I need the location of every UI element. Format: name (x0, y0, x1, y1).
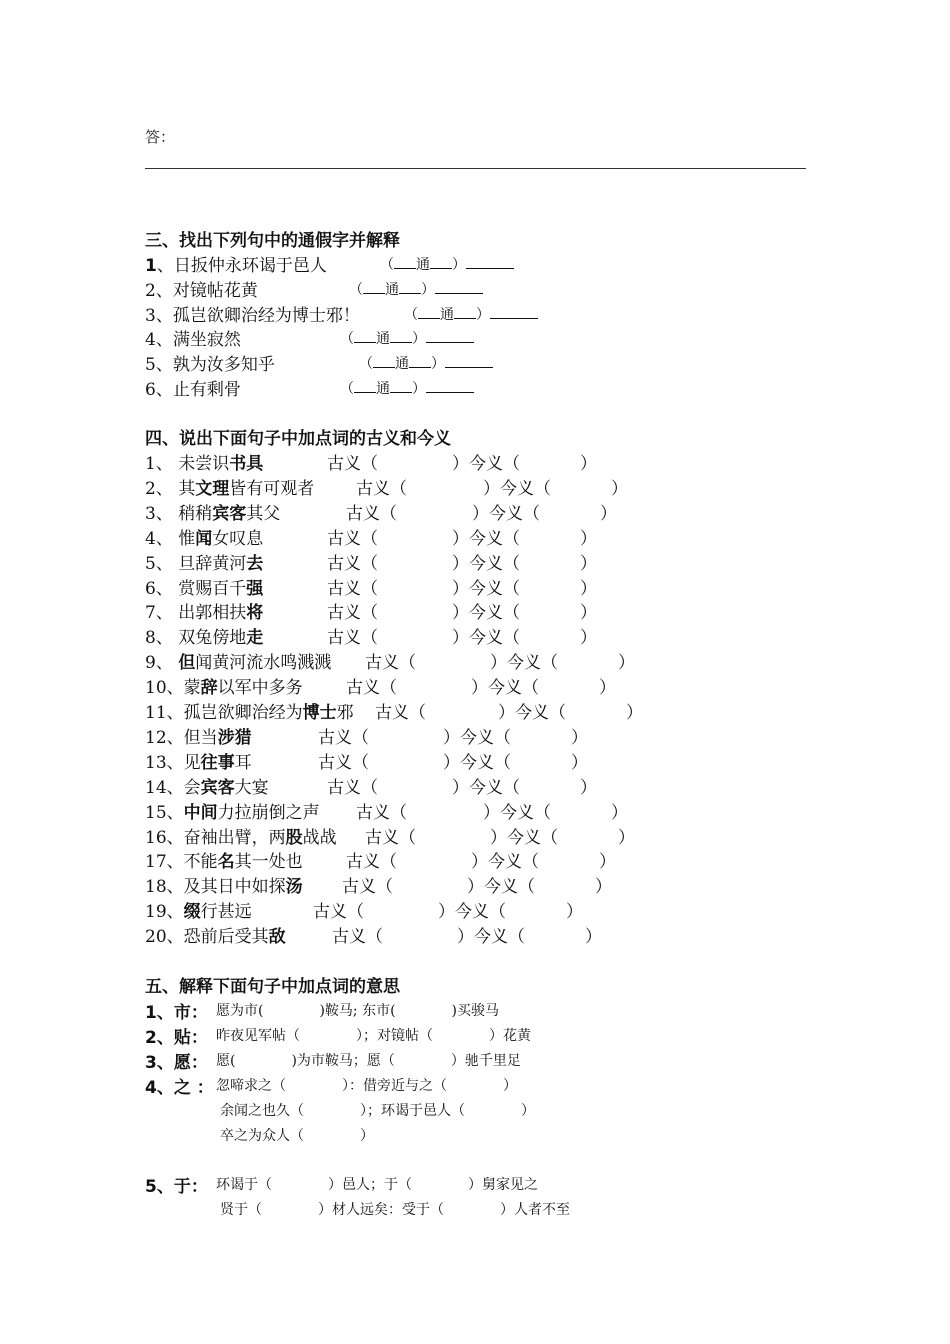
s3-close-paren: ） (431, 356, 445, 373)
s4-gu-label: 古义（ (375, 703, 426, 723)
s5-item-line: 愿( )为市鞍马；愿（ ）驰千里足 (216, 1053, 521, 1069)
s4-gu-label: 古义（ (327, 553, 378, 574)
s3-open-paren: （ (359, 356, 373, 373)
s4-close-paren: ） (571, 752, 588, 773)
s5-item-label: 5、于： (145, 1177, 208, 1197)
s5-item-line: 愿为市( )鞍马; 东市( )买骏马 (216, 1003, 500, 1019)
s4-item-keyword: 敌 (268, 927, 286, 948)
s3-answer-blanks (340, 328, 474, 348)
s4-item-number: 7、 (145, 603, 179, 624)
s3-item-text (145, 251, 327, 276)
s4-close-paren: ） (571, 727, 588, 748)
s4-item-number: 2、 (145, 478, 179, 499)
s3-open-paren: （ (340, 331, 354, 348)
s4-gu-label: 古义（ (327, 603, 378, 624)
s3-blank-variant (454, 304, 476, 319)
s4-gu-label: 古义（ (318, 727, 369, 748)
s3-blank-variant (430, 254, 452, 269)
s4-item-pre: 奋袖出臂，两 (183, 827, 286, 848)
s3-tong-word: 通 (385, 281, 399, 298)
s4-jin-label: ）今义（ (443, 727, 511, 748)
s5-item-line: 忽啼求之（ ）：借旁近与之（ ） (216, 1078, 517, 1094)
s3-close-paren: ） (412, 381, 426, 397)
s4-item-pre: 未尝识 (178, 454, 230, 474)
s3-blank-original (354, 378, 376, 393)
s5-item-label: 4、之 ： (145, 1078, 214, 1098)
s4-jin-label: ）今义（ (498, 703, 566, 723)
s4-item-keyword: 但 (178, 653, 196, 674)
s4-close-paren: ） (600, 503, 617, 524)
s4-close-paren: ） (599, 678, 616, 699)
s3-answer-blanks (404, 304, 538, 324)
s4-jin-label: ）今义（ (483, 802, 551, 823)
s4-item-text (145, 698, 354, 723)
s4-item-keyword: 博士 (302, 703, 337, 723)
s4-item-keyword: 去 (246, 553, 264, 574)
s3-item-number: 1 (145, 256, 157, 276)
s3-close-paren: ） (421, 281, 435, 298)
s4-item-text (145, 598, 263, 623)
s4-gu-label: 古义（ (313, 902, 364, 923)
s4-item-pre: 但当 (183, 727, 218, 748)
s4-jin-label: ）今义（ (443, 752, 511, 773)
s4-close-paren: ） (611, 478, 628, 499)
s3-blank-original (418, 304, 440, 319)
s4-close-paren: ） (618, 827, 635, 848)
s4-item-pre: 孤岂欲卿治经为 (183, 703, 303, 723)
s4-item-post: 战战 (302, 827, 337, 848)
s4-item-number: 9、 (145, 653, 179, 674)
s4-jin-label: ）今义（ (452, 578, 520, 599)
s4-item-keyword: 书具 (229, 454, 264, 474)
s3-blank-original (363, 279, 385, 294)
s4-item-keyword: 强 (246, 578, 264, 599)
s4-item-number: 20、 (145, 927, 184, 948)
s3-blank-meaning (466, 254, 514, 269)
s4-jin-label: ）今义（ (452, 553, 520, 574)
s4-item-post: 邪 (336, 703, 354, 723)
s4-jin-label: ）今义（ (490, 653, 558, 674)
s4-gu-label: 古义（ (346, 852, 397, 873)
s5-item-label: 3、愿： (145, 1053, 208, 1073)
s3-blank-variant (409, 353, 431, 368)
s4-close-paren: ） (585, 927, 602, 948)
s4-gu-label: 古义（ (346, 678, 397, 699)
s3-blank-original (373, 353, 395, 368)
s4-item-keyword: 汤 (285, 877, 303, 898)
s4-item-pre: 赏赐百千 (178, 578, 247, 599)
s3-item-text (145, 276, 258, 301)
s4-item-pre: 双兔傍地 (178, 628, 247, 649)
s4-jin-label: ）今义（ (471, 678, 539, 699)
s4-item-text (145, 549, 263, 574)
s3-blank-variant (390, 378, 412, 393)
s5-item-line: 环谒于（ ）邑人；于（ ）舅家见之 (216, 1177, 538, 1193)
s4-item-post: 皆有可观者 (229, 478, 315, 499)
s3-blank-variant (399, 279, 421, 294)
s4-item-text (145, 574, 263, 599)
s3-item-sentence: 、满坐寂然 (155, 330, 241, 351)
s3-tong-word: 通 (395, 356, 409, 373)
s4-item-text (145, 847, 303, 872)
s4-jin-label: ）今义（ (452, 603, 520, 624)
s4-item-keyword: 文理 (195, 478, 230, 499)
s3-item-number: 4 (145, 330, 156, 351)
s4-item-pre: 稍稍 (178, 503, 213, 524)
s4-close-paren: ） (580, 777, 597, 798)
s4-gu-label: 古义（ (342, 877, 393, 898)
s4-item-pre: 见 (183, 752, 201, 773)
s3-open-paren: （ (380, 257, 394, 273)
s4-jin-label: ）今义（ (438, 902, 506, 923)
s3-blank-original (394, 254, 416, 269)
section-4-title: 四、说出下面句子中加点词的古义和今义 (145, 429, 451, 449)
s4-item-text (145, 897, 252, 922)
s4-item-post: 耳 (234, 752, 252, 773)
s4-item-number: 5、 (145, 553, 179, 574)
s4-jin-label: ）今义（ (467, 877, 535, 898)
s4-item-post: 女叹息 (212, 528, 264, 549)
s4-gu-label: 古义（ (332, 927, 383, 948)
s4-item-keyword: 将 (246, 603, 264, 624)
s4-jin-label: ）今义（ (490, 827, 558, 848)
s4-item-text (145, 773, 269, 798)
s3-item-sentence: 、日扳仲永环谒于邑人 (156, 256, 327, 276)
s4-gu-label: 古义（ (318, 752, 369, 773)
s3-answer-blanks (349, 279, 483, 299)
s4-jin-label: ）今义（ (483, 478, 551, 499)
s4-item-text (145, 474, 314, 499)
s4-item-number: 15、 (145, 802, 184, 823)
s3-blank-meaning (445, 353, 493, 368)
section-5-title: 五、解释下面句子中加点词的意思 (145, 977, 400, 997)
s3-close-paren: ） (452, 257, 466, 273)
s4-item-post: 力拉崩倒之声 (217, 802, 320, 823)
s4-jin-label: ）今义（ (452, 528, 520, 549)
s4-close-paren: ） (580, 454, 597, 474)
s3-close-paren: ） (476, 306, 490, 323)
s4-jin-label: ）今义（ (452, 777, 520, 798)
s4-gu-label: 古义（ (327, 777, 378, 798)
s4-item-keyword: 名 (217, 852, 235, 873)
s4-item-keyword: 宾客 (212, 503, 247, 524)
s4-item-text (145, 623, 263, 648)
s3-item-text (145, 325, 241, 350)
s3-close-paren: ） (412, 331, 426, 348)
s5-item-line: 贤于（ ）材人远矣：受于（ ）人者不至 (220, 1201, 570, 1218)
s4-item-text (145, 922, 286, 947)
s4-jin-label: ）今义（ (471, 852, 539, 873)
s4-close-paren: ） (595, 877, 612, 898)
s4-close-paren: ） (580, 528, 597, 549)
s3-item-sentence: 、对镜帖花黄 (155, 280, 258, 301)
s4-gu-label: 古义（ (356, 802, 407, 823)
s4-gu-label: 古义（ (327, 454, 378, 474)
s4-item-keyword: 走 (246, 628, 264, 649)
s4-item-text (145, 723, 252, 748)
s4-close-paren: ） (626, 703, 643, 723)
s4-item-text (145, 648, 331, 673)
s4-item-keyword: 宾客 (200, 777, 235, 798)
s3-item-number: 2 (145, 280, 156, 301)
s4-item-post: 其一处也 (234, 852, 303, 873)
s4-item-number: 4、 (145, 528, 179, 549)
s5-item-line: 昨夜见军帖（ ）；对镜帖（ ）花黄 (216, 1028, 531, 1044)
s4-item-keyword: 涉猎 (217, 727, 252, 748)
s4-item-text (145, 823, 337, 848)
s4-jin-label: ）今义（ (472, 503, 540, 524)
s3-answer-blanks (380, 254, 514, 274)
s3-open-paren: （ (404, 306, 418, 323)
s4-jin-label: ）今义（ (452, 628, 520, 649)
s3-item-sentence: 、止有剩骨 (155, 380, 241, 400)
s3-answer-blanks (359, 353, 493, 373)
s4-item-text (145, 524, 263, 549)
s4-gu-label: 古义（ (365, 827, 416, 848)
s4-item-pre: 恐前后受其 (183, 927, 269, 948)
s4-item-post: 以军中多务 (217, 678, 303, 699)
s4-item-post: 大宴 (234, 777, 269, 798)
s4-item-text (145, 872, 303, 897)
s4-item-post: 闻黄河流水鸣溅溅 (195, 653, 332, 674)
s4-item-number: 1、 (145, 454, 179, 474)
s4-item-pre: 惟 (178, 528, 196, 549)
s4-item-text (145, 449, 263, 474)
s4-item-pre: 会 (183, 777, 201, 798)
s3-item-text (145, 301, 360, 326)
s4-jin-label: ）今义（ (457, 927, 525, 948)
s3-tong-word: 通 (416, 257, 430, 273)
s3-blank-variant (390, 328, 412, 343)
s4-item-number: 6、 (145, 578, 179, 599)
s3-open-paren: （ (349, 281, 363, 298)
s4-close-paren: ） (611, 802, 628, 823)
section-3-title: 三、找出下列句中的通假字并解释 (145, 231, 400, 251)
s4-item-post: 其父 (246, 503, 281, 524)
s3-blank-meaning (490, 304, 538, 319)
s3-item-text (145, 350, 275, 375)
s4-item-keyword: 中间 (183, 802, 218, 823)
s3-item-number: 3 (145, 305, 156, 326)
s4-item-number: 17、 (145, 852, 184, 873)
s3-blank-original (354, 328, 376, 343)
s3-item-number: 6 (145, 380, 156, 400)
s3-answer-blanks (340, 378, 474, 398)
s4-gu-label: 古义（ (327, 628, 378, 649)
s4-item-number: 13、 (145, 752, 184, 773)
s4-item-number: 11、 (145, 703, 184, 723)
s4-close-paren: ） (599, 852, 616, 873)
s4-item-pre: 其 (178, 478, 196, 499)
s4-close-paren: ） (580, 628, 597, 649)
s4-gu-label: 古义（ (356, 478, 407, 499)
s4-item-number: 19、 (145, 902, 184, 923)
s4-item-text (145, 748, 252, 773)
s4-item-keyword: 股 (285, 827, 303, 848)
answer-line (145, 168, 806, 169)
s4-item-pre: 不能 (183, 852, 218, 873)
s4-item-keyword: 辞 (200, 678, 218, 699)
s4-item-pre: 蒙 (183, 678, 201, 699)
s4-close-paren: ） (580, 578, 597, 599)
s4-item-text (145, 499, 280, 524)
s4-gu-label: 古义（ (327, 578, 378, 599)
s4-item-pre: 旦辞黄河 (178, 553, 247, 574)
s3-tong-word: 通 (376, 331, 390, 348)
s5-item-label: 2、贴： (145, 1028, 208, 1048)
s5-item-line: 卒之为众人（ ） (220, 1127, 374, 1144)
s5-item-label: 1、市： (145, 1003, 208, 1023)
s4-close-paren: ） (566, 902, 583, 923)
s4-item-number: 10、 (145, 678, 184, 699)
s3-tong-word: 通 (440, 306, 454, 323)
s4-close-paren: ） (580, 603, 597, 624)
s4-jin-label: ）今义（ (452, 454, 520, 474)
s4-close-paren: ） (618, 653, 635, 674)
s4-close-paren: ） (580, 553, 597, 574)
s4-item-keyword: 闻 (195, 528, 213, 549)
s4-item-keyword: 缀 (183, 902, 201, 923)
s3-blank-meaning (435, 279, 483, 294)
s4-item-number: 12、 (145, 727, 184, 748)
s4-item-pre: 及其日中如探 (183, 877, 286, 898)
s4-item-pre: 出郭相扶 (178, 603, 247, 624)
s4-item-number: 3、 (145, 503, 179, 524)
s4-gu-label: 古义（ (327, 528, 378, 549)
s4-item-number: 18、 (145, 877, 184, 898)
answer-label: 答： (145, 128, 176, 146)
s3-item-sentence: 、孤岂欲卿治经为博士邪！ (155, 305, 360, 326)
s3-tong-word: 通 (376, 381, 390, 397)
s3-blank-meaning (426, 328, 474, 343)
s4-gu-label: 古义（ (365, 653, 416, 674)
s4-item-number: 8、 (145, 628, 179, 649)
s3-open-paren: （ (340, 381, 354, 397)
s4-item-text (145, 673, 303, 698)
s3-blank-meaning (426, 378, 474, 393)
s4-item-number: 16、 (145, 827, 184, 848)
s4-item-number: 14、 (145, 777, 184, 798)
s3-item-text (145, 375, 241, 400)
s4-item-post: 行甚远 (200, 902, 252, 923)
s4-item-keyword: 往事 (200, 752, 235, 773)
s3-item-number: 5 (145, 355, 156, 376)
s4-gu-label: 古义（ (346, 503, 397, 524)
s3-item-sentence: 、孰为汝多知乎 (155, 355, 275, 376)
s4-item-text (145, 798, 320, 823)
s5-item-line: 余闻之也久（ ）；环谒于邑人（ ） (220, 1102, 535, 1119)
